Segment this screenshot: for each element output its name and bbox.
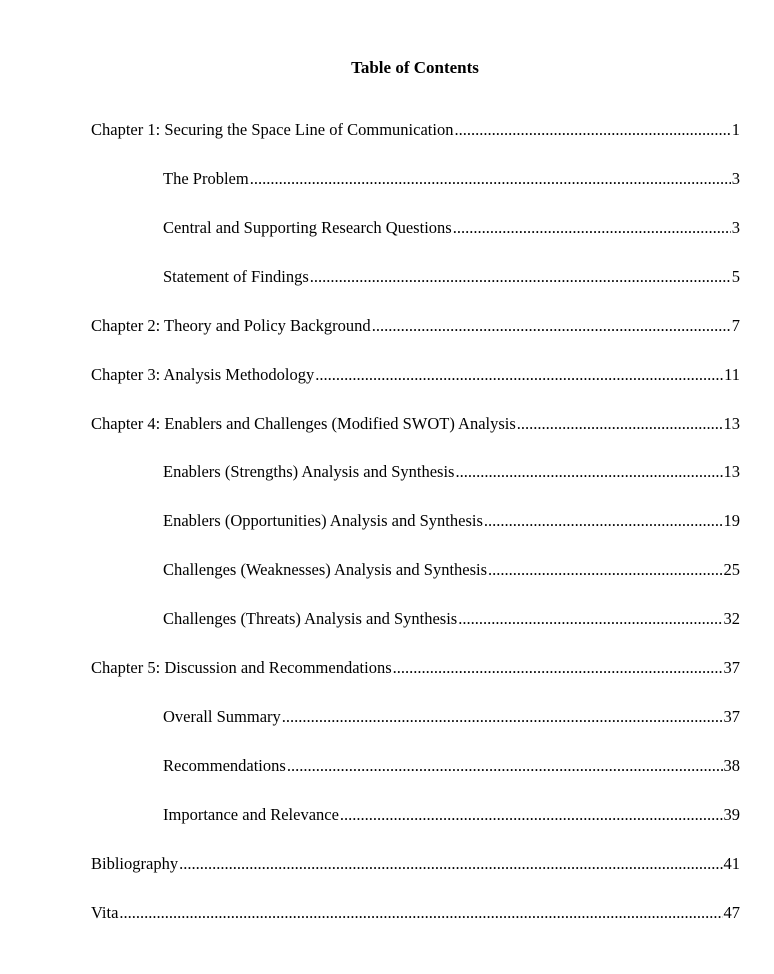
toc-page-number: 39: [723, 804, 740, 824]
toc-dot-leader: [310, 266, 731, 288]
toc-entry-title: Challenges (Threats) Analysis and Synthesis: [163, 609, 458, 629]
toc-entry-title: Central and Supporting Research Questions: [163, 217, 452, 237]
toc-dot-leader: [250, 168, 731, 190]
toc-dot-leader: [393, 657, 723, 679]
toc-dot-leader: [282, 706, 723, 728]
toc-page-number: 41: [723, 853, 740, 873]
toc-entry-title: Recommendations: [163, 755, 286, 775]
page-title: Table of Contents: [351, 58, 479, 77]
toc-page-number: 32: [723, 609, 740, 629]
toc-entry-title: Importance and Relevance: [163, 804, 339, 824]
toc-page-number: 25: [723, 560, 740, 580]
toc-page-number: 19: [723, 511, 740, 531]
toc-entry[interactable]: [0, 461, 774, 510]
toc-entry-title: Chapter 3: Analysis Methodology: [91, 364, 315, 384]
toc-entry[interactable]: [0, 119, 774, 168]
toc-entry-title: Chapter 4: Enablers and Challenges (Modified SWOT) Analysis: [91, 413, 516, 433]
toc-entry[interactable]: [0, 315, 774, 364]
toc-dot-leader: [119, 902, 722, 924]
toc-dot-leader: [453, 217, 731, 239]
toc-dot-leader: [458, 608, 722, 630]
toc-entry-title: Bibliography: [91, 853, 179, 873]
toc-dot-leader: [340, 804, 723, 826]
toc-entry-title: Vita: [91, 902, 119, 922]
toc-page-number: 3: [731, 217, 740, 237]
toc-page-number: 47: [723, 902, 740, 922]
toc-page-number: 37: [723, 707, 740, 727]
toc-entry[interactable]: [0, 706, 774, 755]
toc-page-number: 3: [731, 168, 740, 188]
toc-entry[interactable]: [0, 168, 774, 217]
toc-entry[interactable]: [0, 608, 774, 657]
toc-dot-leader: [179, 853, 722, 875]
toc-dot-leader: [484, 510, 723, 532]
toc-entry-title: Overall Summary: [163, 707, 281, 727]
toc-entry-title: Enablers (Opportunities) Analysis and Synthesis: [163, 511, 483, 531]
toc-entry-title: Chapter 5: Discussion and Recommendations: [91, 658, 392, 678]
toc-dot-leader: [488, 559, 722, 581]
toc-page-number: 37: [723, 658, 740, 678]
toc-entry[interactable]: [0, 364, 774, 413]
toc-entry[interactable]: [0, 559, 774, 608]
toc-entry[interactable]: [0, 853, 774, 902]
toc-entry[interactable]: [0, 413, 774, 462]
toc-page-number: 5: [731, 266, 740, 286]
table-of-contents: [0, 119, 774, 951]
toc-dot-leader: [454, 119, 730, 141]
toc-page-number: 13: [723, 462, 740, 482]
toc-entry[interactable]: [0, 755, 774, 804]
toc-page-number: 1: [731, 120, 740, 139]
toc-dot-leader: [372, 315, 731, 337]
toc-page-number: 11: [724, 364, 740, 384]
toc-entry-title: Chapter 1: Securing the Space Line of Communication: [91, 120, 454, 139]
toc-entry-title: Challenges (Weaknesses) Analysis and Synthesis: [163, 560, 488, 580]
toc-dot-leader: [287, 755, 723, 777]
toc-dot-leader: [315, 364, 723, 386]
toc-entry[interactable]: [0, 657, 774, 706]
toc-entry-title: Enablers (Strengths) Analysis and Synthesis: [163, 462, 455, 482]
toc-entry[interactable]: [0, 804, 774, 853]
toc-page-number: 13: [723, 413, 740, 433]
toc-entry-title: The Problem: [163, 168, 249, 188]
toc-dot-leader: [517, 413, 723, 435]
toc-entry[interactable]: [0, 217, 774, 266]
toc-entry-title: Chapter 2: Theory and Policy Background: [91, 315, 371, 335]
toc-dot-leader: [455, 461, 722, 483]
toc-entry[interactable]: [0, 510, 774, 559]
toc-entry[interactable]: [0, 902, 774, 951]
toc-entry-title: Statement of Findings: [163, 266, 309, 286]
toc-page-number: 7: [731, 315, 740, 335]
toc-entry[interactable]: [0, 266, 774, 315]
toc-page-number: 38: [723, 755, 740, 775]
